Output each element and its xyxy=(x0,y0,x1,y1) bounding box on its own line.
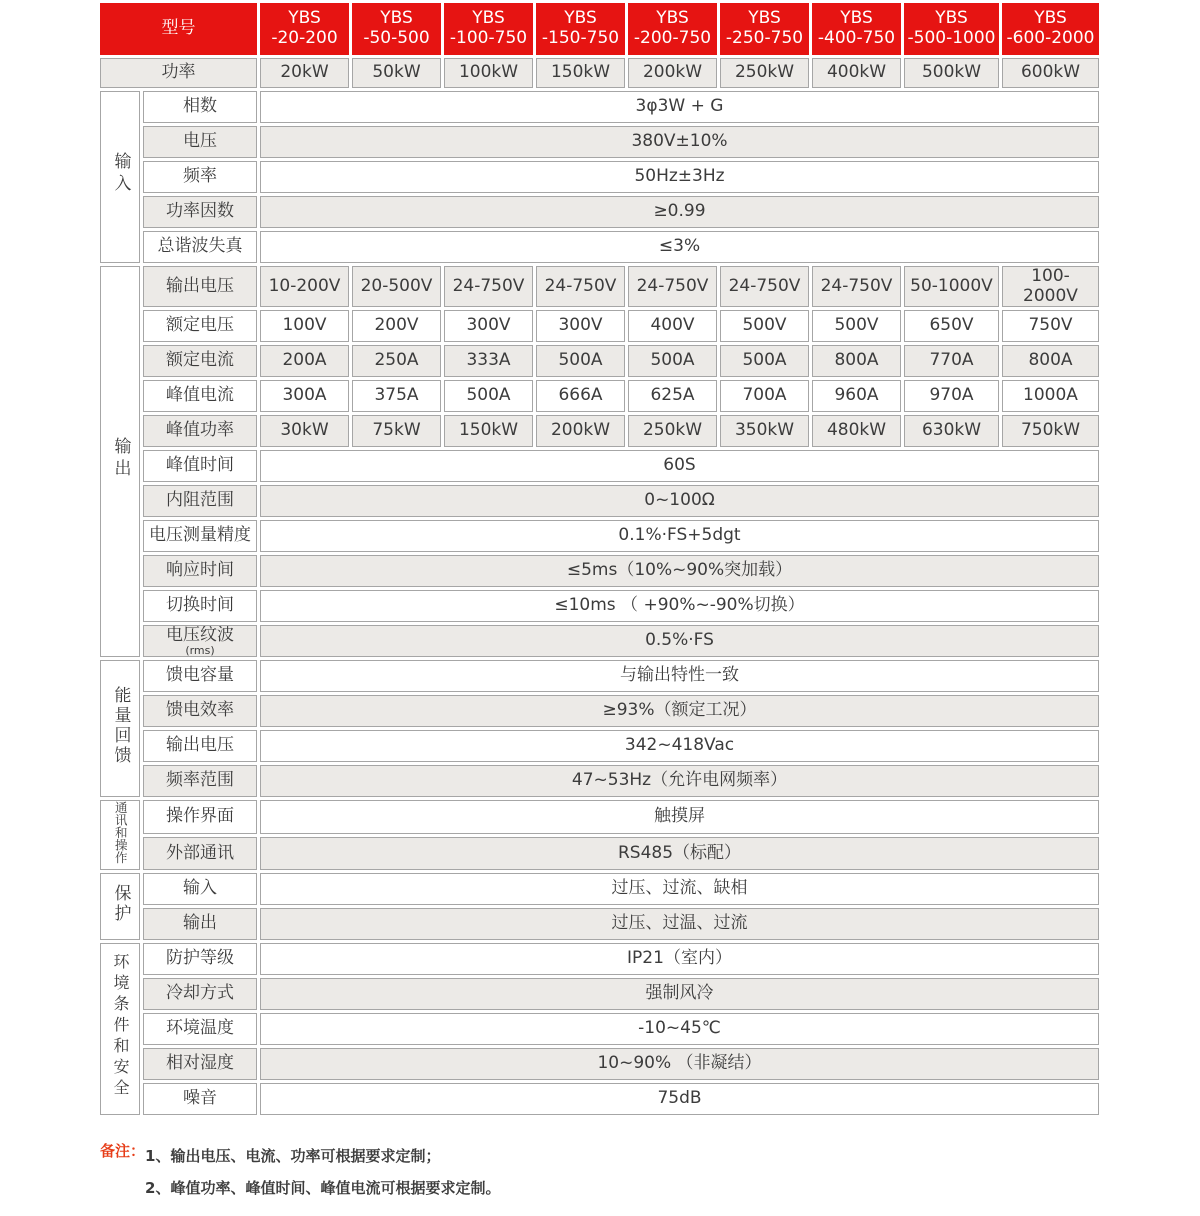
spec-row xyxy=(100,908,1099,940)
model-header-label: 型号 xyxy=(100,3,257,55)
group-label-communication: 通讯和操作 xyxy=(100,800,140,870)
row-value: ≤5ms（10%~90%突加载） xyxy=(260,555,1099,587)
row-value: 3φ3W + G xyxy=(260,91,1099,123)
spec-cell: 20-500V xyxy=(352,266,441,307)
row-label: 相对湿度 xyxy=(143,1048,257,1080)
row-label: 功率 xyxy=(100,58,257,88)
row-label: 噪音 xyxy=(143,1083,257,1115)
spec-row xyxy=(100,800,1099,834)
row-value: 50Hz±3Hz xyxy=(260,161,1099,193)
spec-cell: 200kW xyxy=(536,415,625,447)
spec-row xyxy=(100,380,1099,412)
spec-cell: 500A xyxy=(720,345,809,377)
spec-cell: 800A xyxy=(812,345,901,377)
spec-cell: 375A xyxy=(352,380,441,412)
model-header-cell: YBS -250-750 xyxy=(720,3,809,55)
spec-row xyxy=(100,450,1099,482)
row-value: 触摸屏 xyxy=(260,800,1099,834)
row-value: 47~53Hz（允许电网频率） xyxy=(260,765,1099,797)
row-label: 输出电压 xyxy=(143,266,257,307)
spec-cell: 770A xyxy=(904,345,999,377)
row-label: 相数 xyxy=(143,91,257,123)
spec-cell: 300V xyxy=(536,310,625,342)
group-label-energy-feedback: 能量回馈 xyxy=(100,660,140,797)
row-label: 冷却方式 xyxy=(143,978,257,1010)
row-label: 外部通讯 xyxy=(143,837,257,871)
spec-cell: 800A xyxy=(1002,345,1099,377)
row-value: 10~90% （非凝结） xyxy=(260,1048,1099,1080)
spec-row xyxy=(100,345,1099,377)
spec-row xyxy=(100,873,1099,905)
spec-cell: 24-750V xyxy=(536,266,625,307)
spec-cell: 100V xyxy=(260,310,349,342)
model-header-cell: YBS -400-750 xyxy=(812,3,901,55)
spec-cell: 500A xyxy=(628,345,717,377)
spec-cell: 100-2000V xyxy=(1002,266,1099,307)
row-label: 电压 xyxy=(143,126,257,158)
row-label: 馈电效率 xyxy=(143,695,257,727)
spec-row xyxy=(100,196,1099,228)
row-label: 馈电容量 xyxy=(143,660,257,692)
power-cell: 50kW xyxy=(352,58,441,88)
spec-cell: 24-750V xyxy=(812,266,901,307)
row-value: 60S xyxy=(260,450,1099,482)
row-label: 峰值功率 xyxy=(143,415,257,447)
row-value: 75dB xyxy=(260,1083,1099,1115)
row-value: ≤3% xyxy=(260,231,1099,263)
spec-cell: 650V xyxy=(904,310,999,342)
row-value: ≥93%（额定工况） xyxy=(260,695,1099,727)
row-label: 内阻范围 xyxy=(143,485,257,517)
spec-cell: 500V xyxy=(812,310,901,342)
spec-row xyxy=(100,555,1099,587)
footnote-line: 2、峰值功率、峰值时间、峰值电流可根据要求定制。 xyxy=(145,1179,501,1197)
row-value: 380V±10% xyxy=(260,126,1099,158)
group-label-input: 输入 xyxy=(100,91,140,263)
row-label: 峰值电流 xyxy=(143,380,257,412)
row-label: 功率因数 xyxy=(143,196,257,228)
spec-cell: 75kW xyxy=(352,415,441,447)
spec-row xyxy=(100,1048,1099,1080)
spec-row xyxy=(100,1083,1099,1115)
spec-cell: 666A xyxy=(536,380,625,412)
spec-row xyxy=(100,231,1099,263)
spec-cell: 24-750V xyxy=(628,266,717,307)
spec-cell: 960A xyxy=(812,380,901,412)
model-header-cell: YBS -500-1000 xyxy=(904,3,999,55)
model-header-cell: YBS -50-500 xyxy=(352,3,441,55)
footnotes xyxy=(100,1140,500,1204)
spec-cell: 1000A xyxy=(1002,380,1099,412)
spec-row xyxy=(100,415,1099,447)
spec-cell: 350kW xyxy=(720,415,809,447)
spec-row xyxy=(100,161,1099,193)
power-cell: 500kW xyxy=(904,58,999,88)
row-value: 强制风冷 xyxy=(260,978,1099,1010)
row-label: 频率 xyxy=(143,161,257,193)
row-value: 过压、过流、缺相 xyxy=(260,873,1099,905)
model-header-cell: YBS -150-750 xyxy=(536,3,625,55)
group-label-output: 输出 xyxy=(100,266,140,657)
row-label: 输出电压 xyxy=(143,730,257,762)
power-cell: 150kW xyxy=(536,58,625,88)
row-label: 频率范围 xyxy=(143,765,257,797)
spec-row xyxy=(100,765,1099,797)
row-label: 总谐波失真 xyxy=(143,231,257,263)
power-row xyxy=(100,58,1099,88)
spec-row xyxy=(100,590,1099,622)
spec-cell: 500A xyxy=(536,345,625,377)
model-header-cell: YBS -600-2000 xyxy=(1002,3,1099,55)
spec-cell: 333A xyxy=(444,345,533,377)
row-label: 电压测量精度 xyxy=(143,520,257,552)
spec-row xyxy=(100,91,1099,123)
row-value: 0~100Ω xyxy=(260,485,1099,517)
row-label: 切换时间 xyxy=(143,590,257,622)
row-value: 与输出特性一致 xyxy=(260,660,1099,692)
row-label: 峰值时间 xyxy=(143,450,257,482)
power-cell: 250kW xyxy=(720,58,809,88)
spec-cell: 400V xyxy=(628,310,717,342)
spec-row xyxy=(100,520,1099,552)
spec-row xyxy=(100,943,1099,975)
row-value: ≥0.99 xyxy=(260,196,1099,228)
spec-cell: 250A xyxy=(352,345,441,377)
spec-row xyxy=(100,730,1099,762)
row-label: 额定电压 xyxy=(143,310,257,342)
group-label-environment: 环境条件和安全 xyxy=(100,943,140,1115)
model-header-row xyxy=(100,3,1099,55)
spec-cell: 750kW xyxy=(1002,415,1099,447)
spec-cell: 700A xyxy=(720,380,809,412)
row-label: 响应时间 xyxy=(143,555,257,587)
spec-cell: 300V xyxy=(444,310,533,342)
row-value: -10~45℃ xyxy=(260,1013,1099,1045)
power-cell: 600kW xyxy=(1002,58,1099,88)
spec-cell: 150kW xyxy=(444,415,533,447)
group-label-protection: 保护 xyxy=(100,873,140,940)
power-cell: 100kW xyxy=(444,58,533,88)
spec-cell: 970A xyxy=(904,380,999,412)
spec-cell: 24-750V xyxy=(444,266,533,307)
spec-cell: 480kW xyxy=(812,415,901,447)
spec-cell: 200V xyxy=(352,310,441,342)
spec-cell: 30kW xyxy=(260,415,349,447)
row-value: IP21（室内） xyxy=(260,943,1099,975)
spec-cell: 630kW xyxy=(904,415,999,447)
spec-row xyxy=(100,837,1099,871)
spec-table xyxy=(97,0,1102,1118)
spec-row xyxy=(100,310,1099,342)
row-label: 输入 xyxy=(143,873,257,905)
spec-cell: 500V xyxy=(720,310,809,342)
row-label: 环境温度 xyxy=(143,1013,257,1045)
row-value: 342~418Vac xyxy=(260,730,1099,762)
row-value: 0.1%·FS+5dgt xyxy=(260,520,1099,552)
spec-row xyxy=(100,266,1099,307)
spec-row xyxy=(100,1013,1099,1045)
row-label: 额定电流 xyxy=(143,345,257,377)
spec-cell: 250kW xyxy=(628,415,717,447)
spec-row xyxy=(100,625,1099,657)
row-label: 输出 xyxy=(143,908,257,940)
spec-cell: 500A xyxy=(444,380,533,412)
row-value: RS485（标配） xyxy=(260,837,1099,871)
spec-row xyxy=(100,126,1099,158)
spec-cell: 50-1000V xyxy=(904,266,999,307)
spec-cell: 300A xyxy=(260,380,349,412)
power-cell: 200kW xyxy=(628,58,717,88)
model-header-cell: YBS -200-750 xyxy=(628,3,717,55)
footnote-tag: 备注： xyxy=(100,1142,146,1160)
row-label: 操作界面 xyxy=(143,800,257,834)
model-header-cell: YBS -20-200 xyxy=(260,3,349,55)
row-label: 电压纹波 (rms) xyxy=(143,625,257,657)
power-cell: 400kW xyxy=(812,58,901,88)
spec-cell: 750V xyxy=(1002,310,1099,342)
spec-row xyxy=(100,978,1099,1010)
row-label: 防护等级 xyxy=(143,943,257,975)
footnote-line: 1、输出电压、电流、功率可根据要求定制； xyxy=(145,1147,441,1165)
spec-cell: 200A xyxy=(260,345,349,377)
spec-row xyxy=(100,485,1099,517)
row-value: 0.5%·FS xyxy=(260,625,1099,657)
spec-cell: 10-200V xyxy=(260,266,349,307)
row-value: ≤10ms （ +90%~-90%切换） xyxy=(260,590,1099,622)
spec-row xyxy=(100,660,1099,692)
spec-cell: 24-750V xyxy=(720,266,809,307)
model-header-cell: YBS -100-750 xyxy=(444,3,533,55)
spec-row xyxy=(100,695,1099,727)
row-value: 过压、过温、过流 xyxy=(260,908,1099,940)
power-cell: 20kW xyxy=(260,58,349,88)
spec-cell: 625A xyxy=(628,380,717,412)
